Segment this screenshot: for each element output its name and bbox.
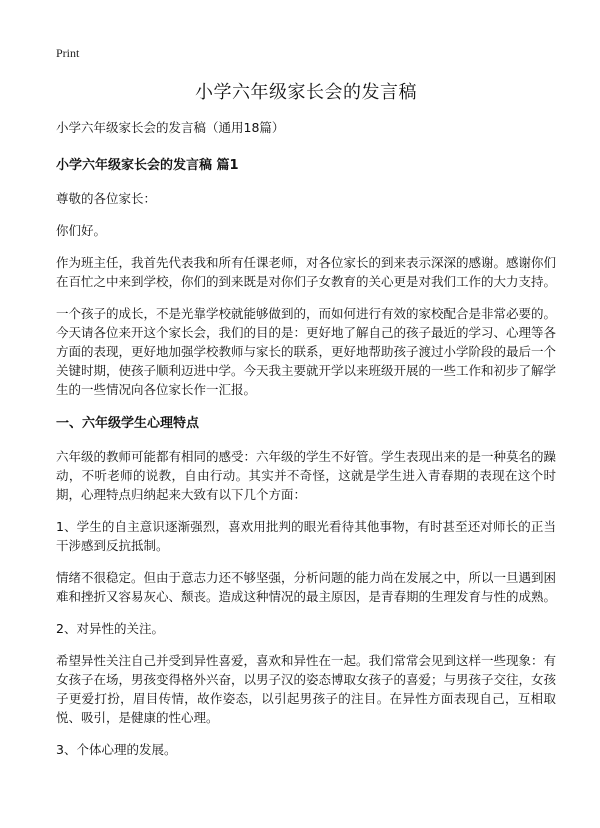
paragraph-2: 一个孩子的成长，不是光靠学校就能够做到的，而如何进行有效的家校配合是非常必要的。今天请各位来开这个家长会，我们的目的是：更好地了解自己的孩子最近的学习、心理等各方面的表现，更好地加强学校教师与家长的联系，更好地帮助孩子渡过小学阶段的最后一个关键时期，使孩子顺利迈进中学。今天我主要就开学以来班级开展的一些工作和初步了解学生的一些情况向各位家长作一汇报。 (56, 306, 557, 397)
paragraph-8: 3、个体心理的发展。 (56, 742, 177, 757)
paragraph-4: 1、学生的自主意识逐渐强烈，喜欢用批判的眼光看待其他事物，有时甚至还对师长的正当干涉感到反抗抵制。 (56, 519, 556, 553)
article-heading: 小学六年级家长会的发言稿 篇1 (56, 158, 239, 173)
paragraph-5: 情绪不很稳定。但由于意志力还不够坚强，分析问题的能力尚在发展之中，所以一旦遇到困难和挫折又容易灰心、颓丧。造成这种情况的最主原因，是青春期的生理发育与性的成熟。 (56, 570, 557, 604)
print-link[interactable]: Print (56, 46, 80, 60)
document-title: 小学六年级家长会的发言稿 (195, 82, 417, 103)
document-body (56, 78, 556, 772)
paragraph-7: 希望异性关注自己并受到异性喜爱，喜欢和异性在一起。我们常常会见到这样一些现象：有女孩子在场，男孩变得格外兴奋，以男子汉的姿态博取女孩子的喜爱；与男孩子交往，女孩子更爱打扮，眉目传情，故作姿态，以引起男孩子的注目。在异性方面表现自己，互相取悦、吸引，是健康的性心理。 (56, 653, 557, 725)
document-subtitle: 小学六年级家长会的发言稿（通用18篇） (56, 120, 285, 135)
paragraph-3: 六年级的教师可能都有相同的感受：六年级的学生不好管。学生表现出来的是一种莫名的躁动，不听老师的说教，自由行动。其实并不奇怪，这就是学生进入青春期的表现在这个时期，心理特点归纳起来大致有以下几个方面： (56, 449, 557, 502)
paragraph-6: 2、对异性的关注。 (56, 621, 164, 636)
section-heading-1: 一、六年级学生心理特点 (56, 416, 200, 431)
hello: 你们好。 (56, 223, 107, 238)
paragraph-1: 作为班主任，我首先代表我和所有任课老师，对各位家长的到来表示深深的感谢。感谢你们在百忙之中来到学校，你们的到来既是对你们子女教育的关心更是对我们工作的大力支持。 (56, 255, 557, 289)
greeting: 尊敬的各位家长： (56, 191, 157, 206)
